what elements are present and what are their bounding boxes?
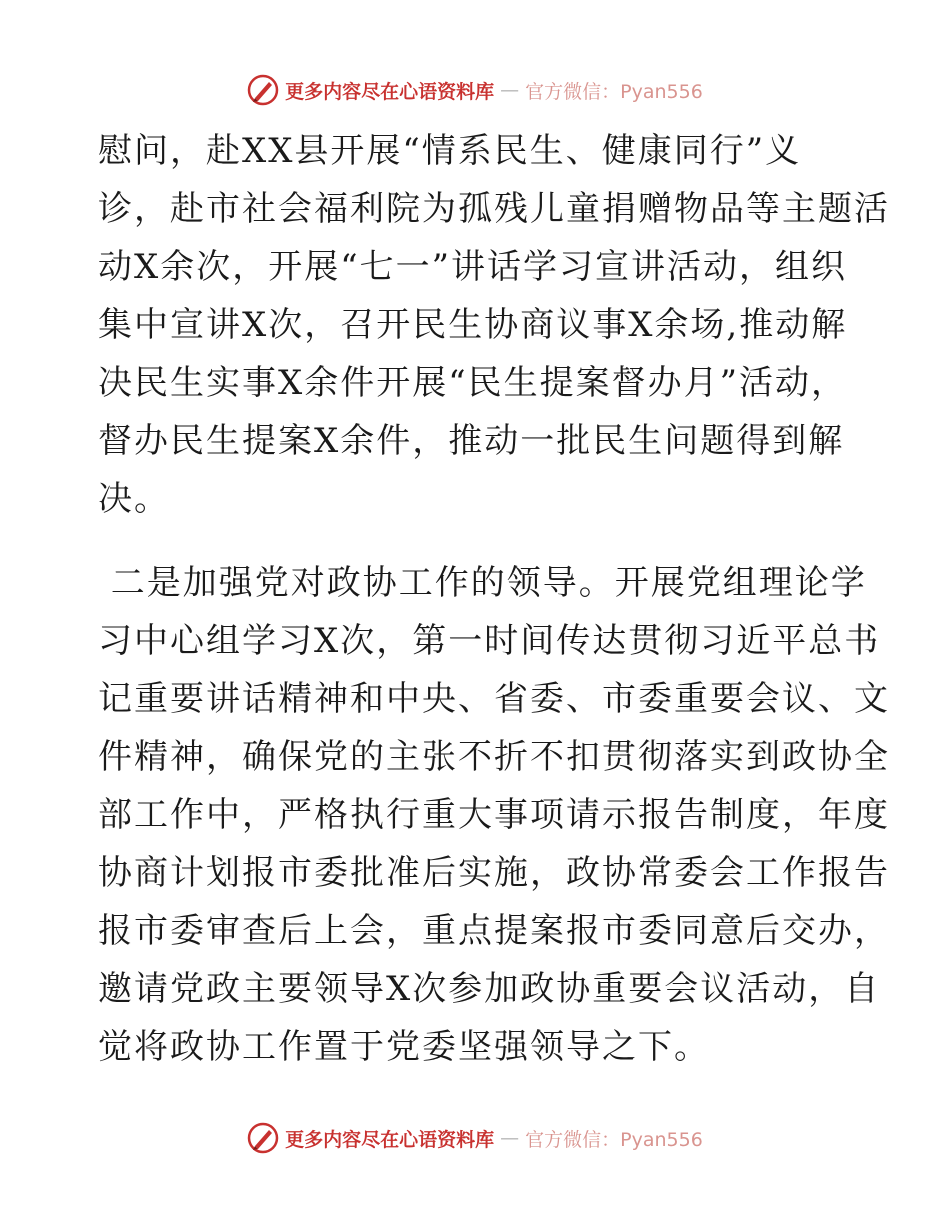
text-line: 部工作中，严格执行重大事项请示报告制度，年度 (98, 795, 890, 835)
text-line: 记重要讲话精神和中央、省委、市委重要会议、文 (98, 679, 890, 719)
header-watermark (0, 70, 950, 110)
paragraph-spacer (98, 528, 858, 554)
text-line: 决。 (98, 479, 170, 519)
text-line: 邀请党政主要领导X次参加政协重要会议活动，自 (98, 969, 881, 1009)
pen-logo-icon (247, 1122, 279, 1154)
text-line: 件精神，确保党的主张不折不扣贯彻落实到政协全 (98, 737, 890, 777)
text-line: 觉将政协工作置于党委坚强领导之下。 (98, 1027, 710, 1067)
paragraph-1 (98, 122, 890, 528)
footer-watermark (0, 1118, 950, 1158)
paragraph-2 (98, 554, 890, 1076)
text-line: 督办民生提案X余件，推动一批民生问题得到解 (98, 421, 845, 461)
watermark-separator: — (500, 1127, 520, 1149)
watermark-brand: 更多内容尽在心语资料库 (285, 80, 495, 103)
watermark-separator: — (500, 79, 520, 101)
text-line: 诊，赴市社会福利院为孤残儿童捐赠物品等主题活 (98, 189, 890, 229)
watermark-wechat: 官方微信：Pyan556 (525, 1128, 703, 1151)
text-line: 报市委审查后上会，重点提案报市委同意后交办， (98, 911, 890, 951)
text-line: 习中心组学习X次，第一时间传达贯彻习近平总书 (98, 621, 881, 661)
document-body (98, 122, 890, 1076)
text-line: 集中宣讲X次，召开民生协商议事X余场,推动解 (98, 305, 848, 345)
pen-logo-icon (247, 74, 279, 106)
text-line: 二是加强党对政协工作的领导。开展党组理论学 (98, 563, 867, 603)
text-line: 决民生实事X余件开展“民生提案督办月”活动， (98, 363, 847, 403)
text-line: 动X余次，开展“七一”讲话学习宣讲活动，组织 (98, 247, 847, 287)
text-line: 慰问，赴XX县开展“情系民生、健康同行”义 (98, 131, 802, 171)
watermark-brand: 更多内容尽在心语资料库 (285, 1128, 495, 1151)
text-line: 协商计划报市委批准后实施，政协常委会工作报告 (98, 853, 890, 893)
watermark-wechat: 官方微信：Pyan556 (525, 80, 703, 103)
